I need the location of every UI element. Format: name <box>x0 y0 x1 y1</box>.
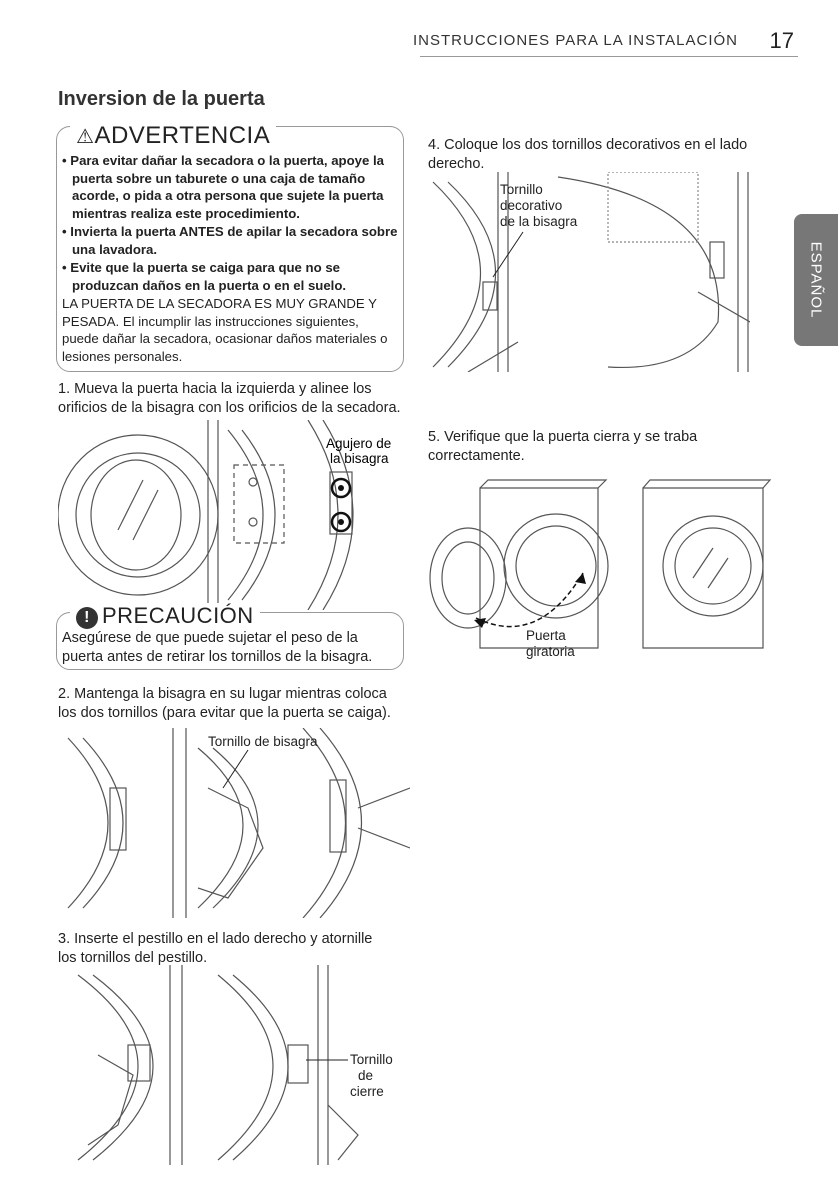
warning-bullet: • Invierta la puerta ANTES de apilar la secadora sobre una lavadora. <box>62 224 398 257</box>
step-4-text: 4. Coloque los dos tornillos decorativos en el lado derecho. <box>428 137 748 172</box>
deco-screw-label-3: de la bisagra <box>500 214 578 229</box>
latch-screw-label-2: de <box>358 1068 374 1083</box>
deco-screw-label-2: decorativo <box>500 198 563 213</box>
deco-screw-label-1: Tornillo <box>500 182 543 197</box>
hinge-screw-label: Tornillo de bisagra <box>208 734 318 749</box>
swing-door-label-1: Puerta <box>526 628 566 643</box>
header-title: INSTRUCCIONES PARA LA INSTALACIÓN <box>412 32 738 49</box>
caution-title-text: PRECAUCIÓN <box>102 603 254 628</box>
hinge-hole-label-1: Agujero de <box>326 436 392 451</box>
step-4-figure <box>428 172 750 372</box>
section-title: Inversion de la puerta <box>58 88 265 110</box>
caution-text: Asegúrese de que puede sujetar el peso de la puerta antes de retirar los tornillos de la bisagra. <box>62 630 373 665</box>
step-3-text: 3. Inserte el pestillo en el lado derecho y atornille los tornillos del pestillo. <box>58 931 373 966</box>
warning-title-text: ADVERTENCIA <box>94 122 271 149</box>
language-side-tab <box>794 214 838 346</box>
caution-exclamation-icon: ! <box>76 607 98 629</box>
latch-screw-label-1: Tornillo <box>350 1052 393 1067</box>
step-5-text: 5. Verifique que la puerta cierra y se traba correctamente. <box>428 429 698 464</box>
page-number: 17 <box>769 28 794 53</box>
step-1-text: 1. Mueva la puerta hacia la izquierda y alinee los orificios de la bisagra con los orificios de la secadora. <box>58 381 401 416</box>
header-divider <box>420 56 798 57</box>
hinge-hole-label-2: la bisagra <box>330 451 389 466</box>
language-tab-label: ESPAÑOL <box>807 241 825 319</box>
caution-title <box>70 603 260 629</box>
warning-triangle-icon: ⚠ <box>76 126 95 148</box>
latch-screw-label-3: cierre <box>350 1084 384 1099</box>
step-2-figure <box>58 728 410 918</box>
step-2-text: 2. Mantenga la bisagra en su lugar mientras coloca los dos tornillos (para evitar que la puerta se caiga). <box>58 686 391 721</box>
warning-bullet: • Evite que la puerta se caiga para que no se produzcan daños en la puerta o en el suelo. <box>62 260 347 293</box>
step-3-figure <box>58 965 410 1165</box>
step-5-figure <box>428 478 788 668</box>
warning-title <box>70 122 276 150</box>
swing-door-label-2: giratoria <box>526 644 575 659</box>
warning-body: LA PUERTA DE LA SECADORA ES MUY GRANDE Y PESADA. El incumplir las instrucciones siguientes, puede dañar la secadora, ocasionar daños materiales o lesiones personales. <box>62 296 388 364</box>
step-1-figure <box>58 420 408 610</box>
warning-content <box>62 152 398 366</box>
warning-bullet: • Para evitar dañar la secadora o la puerta, apoye la puerta sobre un taburete o una caja de tamaño acorde, o pida a otra persona que sujete la puerta mientras realiza este procedimiento. <box>62 153 384 221</box>
